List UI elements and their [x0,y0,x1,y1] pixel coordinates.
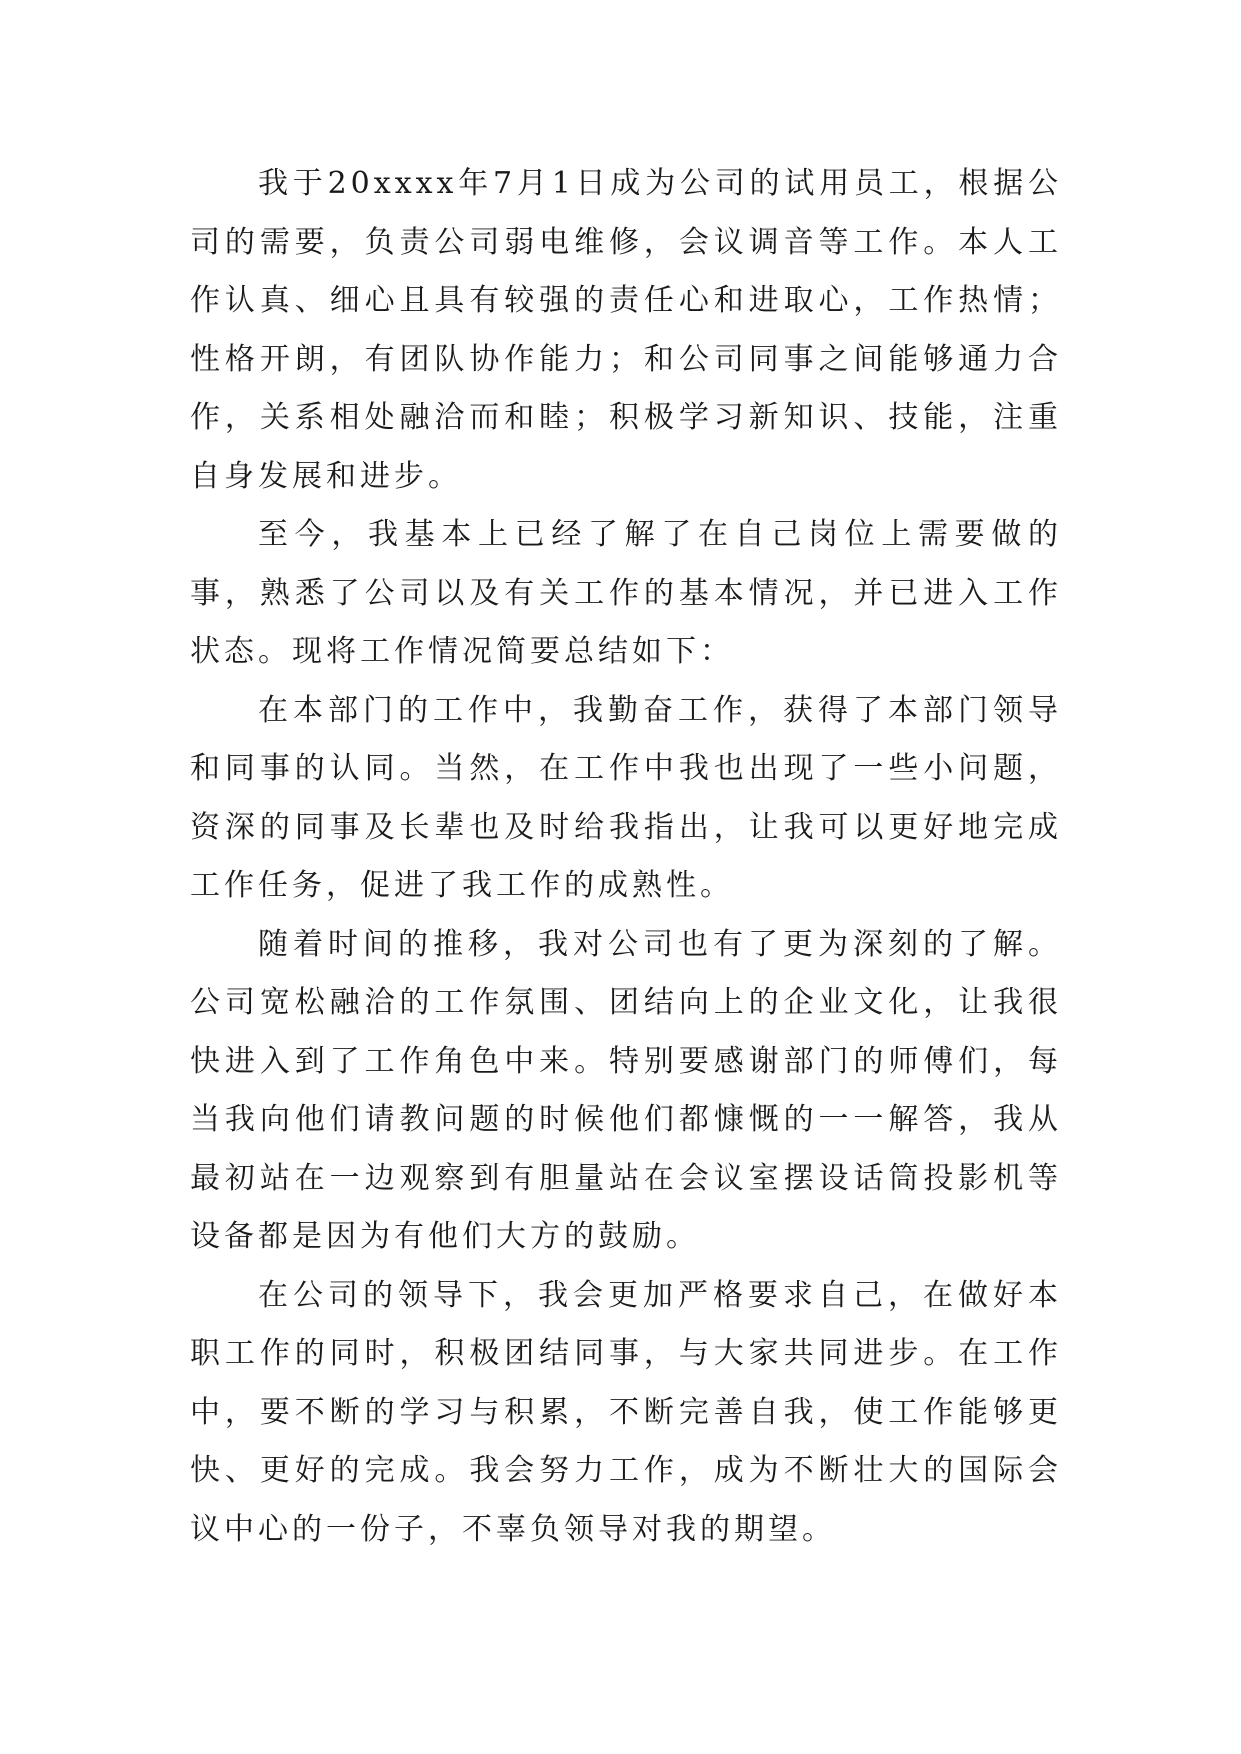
paragraph-4: 随着时间的推移，我对公司也有了更为深刻的了解。公司宽松融洽的工作氛围、团结向上的企业文化，让我很快进入到了工作角色中来。特别要感谢部门的师傅们，每当我向他们请教问题的时候他们都慷慨的一一解答，我从最初站在一边观察到有胆量站在会议室摆设话筒投影机等设备都是因为有他们大方的鼓励。 [190,926,1062,1254]
paragraph-5: 在公司的领导下，我会更加严格要求自己，在做好本职工作的同时，积极团结同事，与大家共同进步。在工作中，要不断的学习与积累，不断完善自我，使工作能够更快、更好的完成。我会努力工作，成为不断壮大的国际会议中心的一份子，不辜负领导对我的期望。 [190,1277,1062,1547]
paragraph-3: 在本部门的工作中，我勤奋工作，获得了本部门领导和同事的认同。当然，在工作中我也出现了一些小问题，资深的同事及长辈也及时给我指出，让我可以更好地完成工作任务，促进了我工作的成熟性。 [190,692,1062,903]
document-body [190,155,1062,1559]
paragraph-2: 至今，我基本上已经了解了在自己岗位上需要做的事，熟悉了公司以及有关工作的基本情况，并已进入工作状态。现将工作情况简要总结如下： [190,517,1062,669]
paragraph-1: 我于20xxxx年7月1日成为公司的试用员工，根据公司的需要，负责公司弱电维修，会议调音等工作。本人工作认真、细心且具有较强的责任心和进取心，工作热情；性格开朗，有团队协作能力；和公司同事之间能够通力合作，关系相处融洽而和睦；积极学习新知识、技能，注重自身发展和进步。 [190,166,1062,494]
